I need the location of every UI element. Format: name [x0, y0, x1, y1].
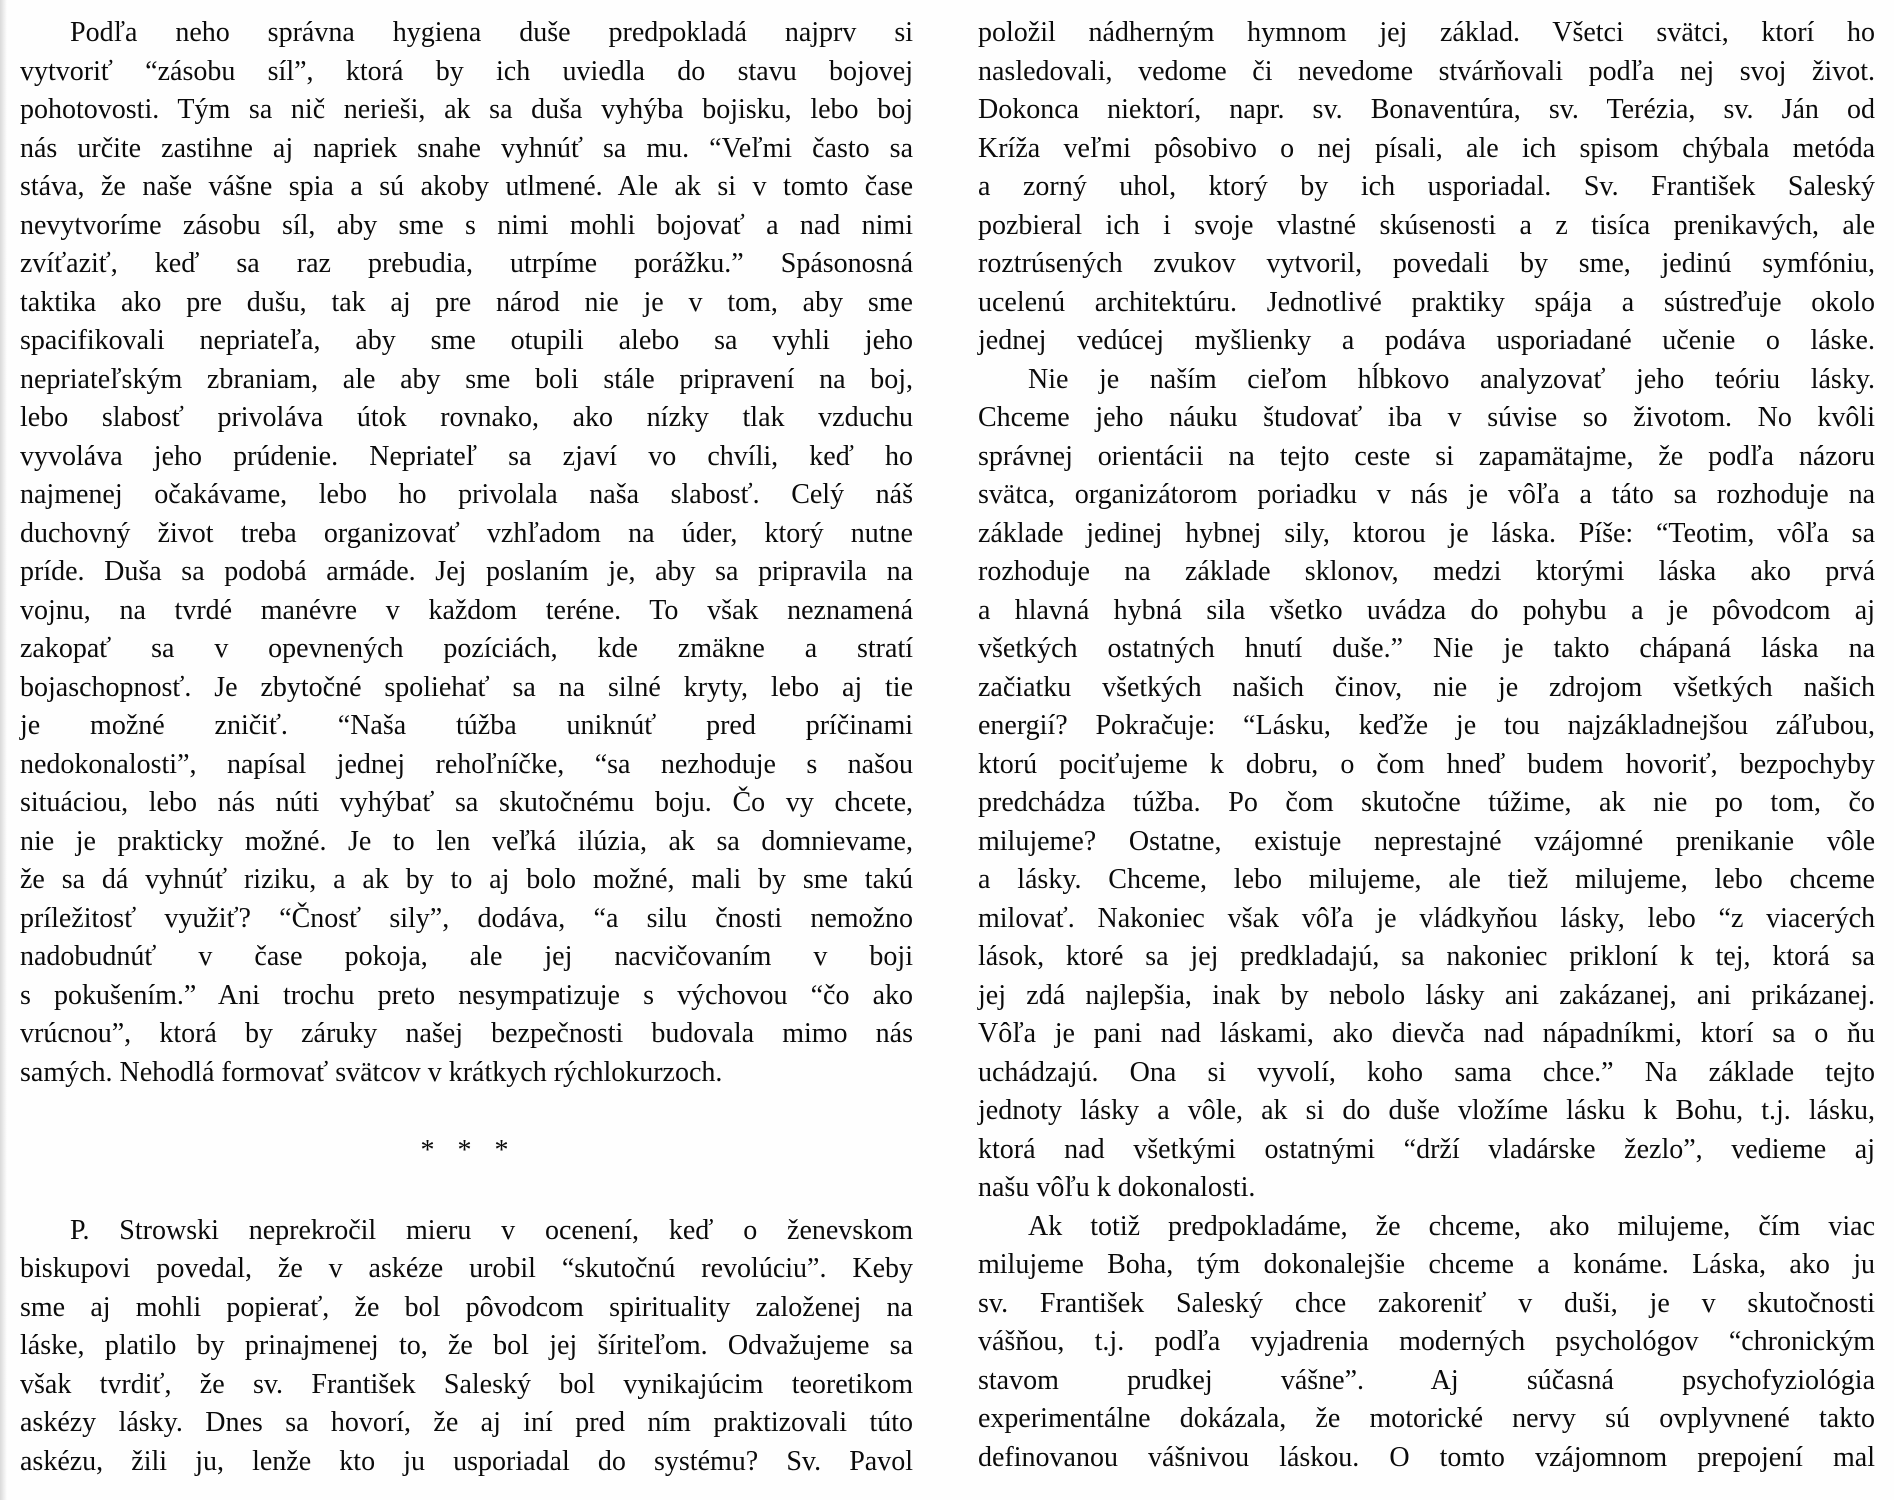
- text-line: a hlavná hybná sila všetko uvádza do pohybu a je pôvodcom aj: [978, 594, 1875, 626]
- text-line: Dokonca niektorí, napr. sv. Bonaventúra, sv. Terézia, sv. Ján od: [978, 94, 1875, 125]
- text-line: ucelenú architektúru. Jednotlivé praktiky spája a sústreďuje okolo: [978, 286, 1875, 318]
- text-line: nevytvoríme zásobu síl, aby sme s nimi mohli bojovať a nad nimi: [20, 209, 913, 241]
- text-line: príležitosť využiť? “Čnosť sily”, dodáva, “a silu čnosti nemožno: [20, 902, 913, 934]
- text-line: samých. Nehodlá formovať svätcov v krátkych rýchlokurzoch.: [20, 1056, 723, 1088]
- text-line: pohotovosti. Tým sa nič nerieši, ak sa duša vyhýba bojisku, lebo boj: [20, 94, 913, 125]
- text-line: vyvoláva jeho prúdenie. Nepriateľ sa zjaví vo chvíli, keď ho: [20, 440, 913, 472]
- text-line: sme aj mohli popierať, že bol pôvodcom spirituality založenej na: [20, 1291, 913, 1323]
- text-line: Nie je naším cieľom hĺbkovo analyzovať jeho teóriu lásky.: [1028, 363, 1875, 395]
- text-line: vášňou, t.j. podľa vyjadrenia moderných psychológov “chronickým: [978, 1326, 1875, 1357]
- text-line: lások, ktoré sa jej predkladajú, sa nakoniec prikloní k tej, ktorá sa: [978, 941, 1875, 972]
- text-line: askézy lásky. Dnes sa hovorí, že aj iní pred ním praktizovali túto: [20, 1407, 913, 1438]
- text-line: zakopať sa v opevnených pozíciách, kde zmäkne a stratí: [20, 633, 913, 664]
- text-line: začiatku všetkých našich činov, nie je zdrojom všetkých našich: [978, 671, 1875, 703]
- text-line: však tvrdiť, že sv. František Saleský bol vynikajúcim teoretikom: [20, 1368, 913, 1400]
- paragraph: [978, 361, 1875, 1208]
- text-line: Kríža veľmi pôsobivo o nej písali, ale ich spisom chýbala metóda: [978, 132, 1875, 164]
- text-line: jednoty lásky a vôle, ak si do duše vložíme lásku k Bohu, t.j. lásku,: [978, 1095, 1875, 1126]
- text-line: biskupovi povedal, že v askéze urobil “skutočnú revolúciu”. Keby: [20, 1253, 913, 1284]
- text-line: je možné zničiť. “Naša túžba uniknúť pred príčinami: [20, 710, 913, 741]
- paragraph: [20, 14, 913, 1092]
- text-line: nepriateľským zbraniam, ale aby sme boli stále pripravení na boj,: [20, 363, 913, 395]
- text-line: pozbieral ich i svoje vlastné skúsenosti a z tisíca prenikavých, ale: [978, 209, 1875, 241]
- text-line: položil nádherným hymnom jej základ. Všetci svätci, ktorí ho: [978, 17, 1875, 48]
- text-line: stavom prudkej vášne”. Aj súčasná psychofyziológia: [978, 1364, 1875, 1396]
- text-line: a lásky. Chceme, lebo milujeme, ale tiež milujeme, lebo chceme: [978, 864, 1875, 895]
- right-column: [978, 14, 1875, 1481]
- text-line: láske, platilo by prinajmenej to, že bol jej šíriteľom. Odvažujeme sa: [20, 1330, 913, 1361]
- text-line: svätca, organizátorom poriadku v nás je vôľa a táto sa rozhoduje na: [978, 479, 1875, 510]
- text-line: nie je prakticky možné. Je to len veľká ilúzia, ak sa domnievame,: [20, 825, 913, 857]
- text-columns: [20, 14, 1875, 1481]
- text-line: Podľa neho správna hygiena duše predpokladá najprv si: [70, 17, 913, 48]
- text-line: sv. František Saleský chce zakoreniť v duši, je v skutočnosti: [978, 1287, 1875, 1319]
- text-line: ktorú pociťujeme k dobru, o čom hneď budem hovoriť, bezpochyby: [978, 748, 1875, 780]
- text-line: vrúcnou”, ktorá by záruky našej bezpečnosti budovala mimo nás: [20, 1018, 913, 1049]
- text-line: taktika ako pre dušu, tak aj pre národ nie je v tom, aby sme: [20, 286, 913, 318]
- text-line: P. Strowski neprekročil mieru v ocenení, keď o ženevskom: [70, 1214, 913, 1246]
- left-column: [20, 14, 913, 1481]
- text-line: jednej vedúcej myšlienky a podáva usporiadané učenie o láske.: [978, 325, 1875, 356]
- text-line: všetkých ostatných hnutí duše.” Nie je takto chápaná láska na: [978, 633, 1875, 664]
- text-line: situáciou, lebo nás núti vyhýbať sa skutočnému boju. Čo vy chcete,: [20, 787, 913, 818]
- text-line: a zorný uhol, ktorý by ich usporiadal. Sv. František Saleský: [978, 171, 1875, 202]
- text-line: stáva, že naše vášne spia a sú akoby utlmené. Ale ak si v tomto čase: [20, 171, 913, 202]
- text-line: experimentálne dokázala, že motorické nervy sú ovplyvnené takto: [978, 1403, 1875, 1434]
- text-line: že sa dá vyhnúť riziku, a ak by to aj bolo možné, mali by sme takú: [20, 864, 913, 895]
- text-line: uchádzajú. Ona si vyvolí, koho sama chce.” Na základe tejto: [978, 1056, 1875, 1088]
- text-line: ktorá nad všetkými ostatnými “drží vladárske žezlo”, vedieme aj: [978, 1133, 1875, 1165]
- text-line: správnej orientácii na tejto ceste si zapamätajme, že podľa názoru: [978, 440, 1875, 472]
- text-line: Ak totiž predpokladáme, že chceme, ako milujeme, čím viac: [1028, 1210, 1875, 1242]
- text-line: jej zdá najlepšia, inak by nebolo lásky ani zakázanej, ani prikázanej.: [978, 979, 1875, 1011]
- text-line: duchovný život treba organizovať vzhľadom na úder, ktorý nutne: [20, 517, 913, 549]
- text-line: Chceme jeho náuku študovať iba v súvise so životom. No kvôli: [978, 402, 1875, 433]
- text-line: milovať. Nakoniec však vôľa je vládkyňou lásky, lebo “z viacerých: [978, 902, 1875, 934]
- text-line: najmenej očakávame, lebo ho privolala naša slabosť. Celý náš: [20, 479, 913, 510]
- text-line: s pokušením.” Ani trochu preto nesympatizuje s výchovou “čo ako: [20, 979, 913, 1011]
- text-line: príde. Duša sa podobá armáde. Jej poslaním je, aby sa pripravila na: [20, 556, 913, 587]
- text-line: lebo slabosť privoláva útok rovnako, ako nízky tlak vzduchu: [20, 402, 913, 433]
- text-line: vytvoriť “zásobu síl”, ktorá by ich uviedla do stavu bojovej: [20, 55, 913, 87]
- text-line: základe jedinej hybnej sily, ktorou je láska. Píše: “Teotim, vôľa sa: [978, 517, 1875, 549]
- text-line: milujeme Boha, tým dokonalejšie chceme a konáme. Láska, ako ju: [978, 1249, 1875, 1280]
- text-line: našu vôľu k dokonalosti.: [978, 1172, 1256, 1203]
- text-line: energií? Pokračuje: “Lásku, keďže je tou najzákladnejšou záľubou,: [978, 710, 1875, 741]
- text-line: askézu, žili ju, lenže kto ju usporiadal do systému? Sv. Pavol: [20, 1445, 913, 1477]
- scan-edge-shadow: [0, 0, 7, 1500]
- text-line: rozhoduje na základe sklonov, medzi ktorými láska ako prvá: [978, 556, 1875, 587]
- section-separator: * * *: [420, 1135, 513, 1166]
- text-line: zvíťaziť, keď sa raz prebudia, utrpíme porážku.” Spásonosná: [20, 248, 913, 279]
- text-line: spacifikovali nepriateľa, aby sme otupili alebo sa vyhli jeho: [20, 325, 913, 356]
- text-line: bojaschopnosť. Je zbytočné spoliehať sa na silné kryty, lebo aj tie: [20, 671, 913, 703]
- text-line: nedokonalosti”, napísal jednej rehoľníčke, “sa nezhoduje s našou: [20, 748, 913, 780]
- text-line: nás určite zastihne aj napriek snahe vyhnúť sa mu. “Veľmi často sa: [20, 132, 913, 164]
- paragraph: [978, 14, 1875, 361]
- text-line: definovanou vášnivou láskou. O tomto vzájomnom prepojení mal: [978, 1441, 1875, 1473]
- text-line: nadobudnúť v čase pokoja, ale jej nacvičovaním v boji: [20, 941, 913, 972]
- text-line: vojnu, na tvrdé manévre v každom teréne. To však neznamená: [20, 594, 913, 626]
- paragraph: [978, 1208, 1875, 1478]
- text-line: roztrúsených zvukov vytvoril, povedali by sme, jedinú symfóniu,: [978, 248, 1875, 279]
- text-line: nasledovali, vedome či nevedome stvárňovali podľa nej svoj život.: [978, 55, 1875, 87]
- text-line: milujeme? Ostatne, existuje neprestajné vzájomné prenikanie vôle: [978, 825, 1875, 857]
- paragraph: [20, 1212, 913, 1482]
- text-line: predchádza túžba. Po čom skutočne túžime, ak nie po tom, čo: [978, 787, 1875, 818]
- text-line: Vôľa je pani nad láskami, ako dievča nad nápadníkmi, ktorí sa o ňu: [978, 1018, 1875, 1049]
